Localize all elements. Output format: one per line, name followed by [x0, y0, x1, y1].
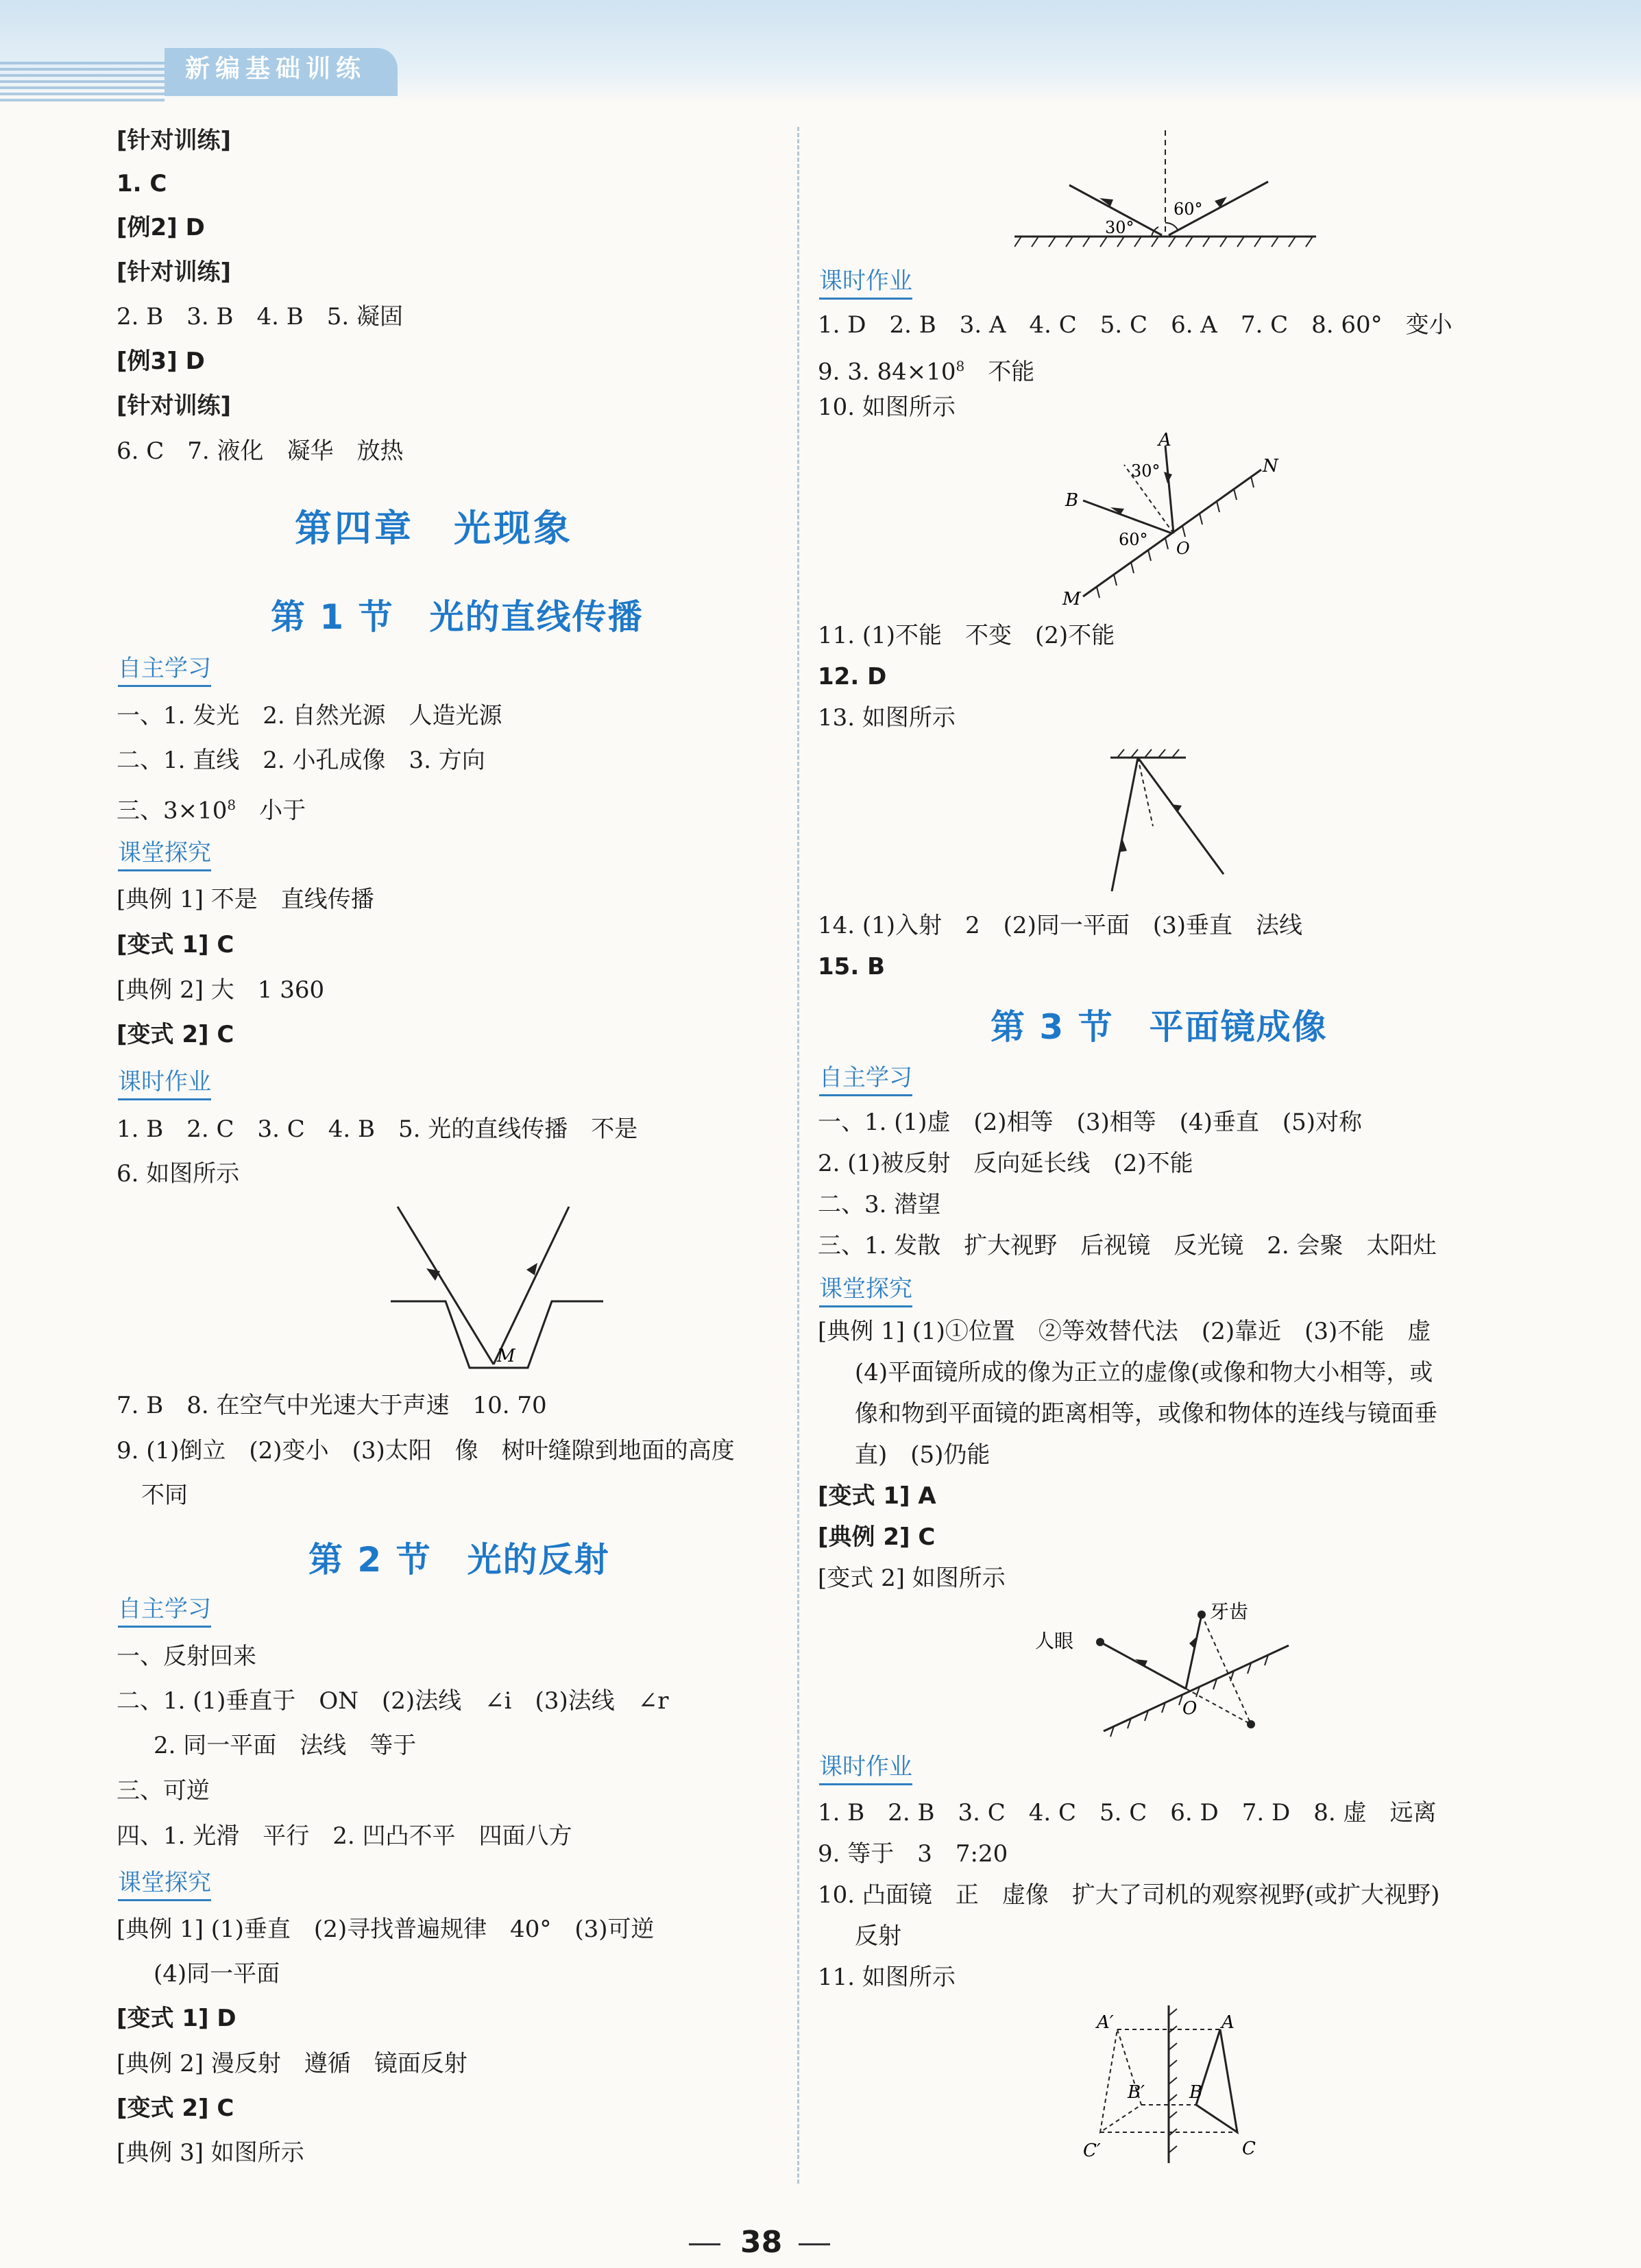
answer-line: [针对训练]: [117, 258, 232, 286]
svg-text:N: N: [1263, 456, 1278, 476]
answer-line: 12. D: [818, 663, 887, 690]
answer-line: 一、反射回来: [117, 1643, 256, 1670]
footer-dash: [689, 2243, 720, 2245]
svg-text:O: O: [1182, 1698, 1198, 1719]
answer-line: [针对训练]: [117, 392, 232, 420]
chapter-title: 第四章 光现象: [295, 507, 573, 550]
svg-text:A′: A′: [1097, 2012, 1114, 2033]
answer-line: 2. (1)被反射 反向延长线 (2)不能: [818, 1150, 1193, 1177]
answer-line: 11. (1)不能 不变 (2)不能: [818, 622, 1115, 649]
answer-line: 一、1. 发光 2. 自然光源 人造光源: [117, 702, 502, 729]
figure-reflection-ceiling: [1097, 744, 1234, 908]
section-label: 课堂探究: [118, 838, 211, 871]
answer-line: 9. 等于 3 7:20: [818, 1840, 1008, 1868]
svg-text:人眼: 人眼: [1035, 1630, 1074, 1652]
section-title: 第 2 节 光的反射: [308, 1540, 610, 1580]
page-number: 38: [740, 2225, 783, 2260]
answer-line: 1. C: [117, 170, 167, 197]
answer-line: 11. 如图所示: [818, 1964, 956, 1991]
answer-line: (4)同一平面: [154, 1960, 280, 1988]
answer-line: 三、1. 发散 扩大视野 后视镜 反光镜 2. 会聚 太阳灶: [818, 1232, 1437, 1259]
answer-line: 14. (1)入射 2 (2)同一平面 (3)垂直 法线: [818, 912, 1302, 939]
series-title: 新编基础训练: [185, 55, 367, 83]
answer-line: 9. (1)倒立 (2)变小 (3)太阳 像 树叶缝隙到地面的高度: [117, 1437, 735, 1464]
section-title: 第 1 节 光的直线传播: [271, 597, 644, 637]
answer-line: [典例 2] 大 1 360: [117, 976, 325, 1004]
figure-mirror-tooth: [1035, 1601, 1309, 1745]
answer-line: 10. 凸面镜 正 虚像 扩大了司机的观察视野(或扩大视野): [818, 1881, 1440, 1909]
answer-line: 10. 如图所示: [818, 394, 956, 421]
figure-angle-diagram: [1056, 432, 1289, 610]
point-label: M: [497, 1346, 515, 1366]
answer-line: [变式 2] C: [117, 2095, 234, 2122]
answer-line: [典例 3] 如图所示: [117, 2139, 304, 2167]
column-divider: [797, 127, 799, 2184]
answer-line: 不同: [141, 1482, 188, 1509]
svg-text:O: O: [1176, 539, 1190, 558]
svg-text:A: A: [1221, 2012, 1235, 2033]
answer-line: 1. B 2. C 3. C 4. B 5. 光的直线传播 不是: [117, 1115, 638, 1143]
answer-line: 三、可逆: [117, 1777, 210, 1805]
section-title: 第 3 节 平面镜成像: [990, 1007, 1328, 1047]
figure-mirror-image: [1069, 2002, 1275, 2167]
svg-text:牙齿: 牙齿: [1210, 1601, 1249, 1623]
answer-line: 13. 如图所示: [818, 704, 956, 732]
svg-text:B: B: [1189, 2082, 1203, 2103]
section-label: 自主学习: [118, 653, 211, 687]
answer-line: 6. 如图所示: [117, 1160, 240, 1187]
svg-text:C: C: [1242, 2138, 1256, 2159]
answer-line: [例2] D: [117, 214, 205, 241]
answer-line: [典例 2] 漫反射 遵循 镜面反射: [117, 2050, 467, 2077]
answer-line: 一、1. (1)虚 (2)相等 (3)相等 (4)垂直 (5)对称: [818, 1109, 1363, 1136]
answer-line: 直) (5)仍能: [855, 1441, 990, 1469]
answer-line: [典例 1] (1)垂直 (2)寻找普遍规律 40° (3)可逆: [117, 1916, 655, 1943]
svg-text:B′: B′: [1128, 2082, 1145, 2103]
svg-text:C′: C′: [1083, 2140, 1101, 2161]
answer-line: [典例 1] 不是 直线传播: [117, 886, 374, 913]
section-label: 课时作业: [819, 266, 912, 300]
answer-line: [变式 2] C: [117, 1021, 234, 1048]
answer-line: [典例 2] C: [818, 1523, 936, 1551]
answer-line: [典例 1] (1)①位置 ②等效替代法 (2)靠近 (3)不能 虚: [818, 1318, 1431, 1345]
answer-line: (4)平面镜所成的像为正立的虚像(或像和物大小相等，或: [855, 1359, 1433, 1386]
footer-dash: [799, 2243, 830, 2245]
section-label: 自主学习: [819, 1063, 912, 1096]
section-label: 课堂探究: [118, 1868, 211, 1901]
answer-line: 7. B 8. 在空气中光速大于声速 10. 70: [117, 1392, 547, 1419]
answer-line: 1. B 2. B 3. C 4. C 5. C 6. D 7. D 8. 虚 远离: [818, 1799, 1437, 1826]
figure-pinhole-diagram: [384, 1200, 617, 1378]
answer-line: 二、3. 潜望: [818, 1191, 941, 1218]
figure-reflection-mirror: [1014, 127, 1323, 250]
answer-line: 6. C 7. 液化 凝华 放热: [117, 437, 404, 465]
answer-line: 二、1. (1)垂直于 ON (2)法线 ∠i (3)法线 ∠r: [117, 1687, 669, 1715]
answer-line: [例3] D: [117, 348, 205, 375]
svg-text:30°: 30°: [1131, 461, 1160, 481]
answer-line: 2. 同一平面 法线 等于: [154, 1732, 417, 1759]
answer-line: 二、1. 直线 2. 小孔成像 3. 方向: [117, 747, 485, 774]
answer-line: [变式 1] C: [117, 931, 234, 958]
answer-line: 三、$3\times 10^8$ 小于: [117, 797, 306, 825]
section-label: 课时作业: [118, 1067, 211, 1100]
svg-text:30°: 30°: [1105, 218, 1134, 237]
answer-line: 四、1. 光滑 平行 2. 凹凸不平 四面八方: [117, 1822, 572, 1850]
svg-text:60°: 60°: [1174, 200, 1203, 219]
answer-line: 1. D 2. B 3. A 4. C 5. C 6. A 7. C 8. 60° 变小: [818, 311, 1452, 339]
svg-text:A: A: [1158, 432, 1171, 450]
section-label: 自主学习: [118, 1594, 211, 1628]
svg-text:B: B: [1065, 490, 1079, 511]
answer-line: [针对训练]: [117, 127, 232, 154]
section-label: 课时作业: [819, 1752, 912, 1785]
svg-text:60°: 60°: [1119, 530, 1148, 549]
answer-line: [变式 1] A: [818, 1482, 936, 1510]
answer-line: [变式 1] D: [117, 2005, 236, 2032]
answer-line: 像和物到平面镜的距离相等，或像和物体的连线与镜面垂: [855, 1400, 1437, 1427]
section-label: 课堂探究: [819, 1274, 912, 1307]
answer-line: 9. 3. $84\times 10^8$ 不能: [818, 358, 1035, 386]
header-decoration: [0, 62, 165, 103]
svg-text:M: M: [1062, 589, 1081, 610]
answer-line: 15. B: [818, 953, 885, 980]
answer-line: 2. B 3. B 4. B 5. 凝固: [117, 303, 403, 330]
answer-line: 反射: [855, 1922, 901, 1950]
answer-line: [变式 2] 如图所示: [818, 1565, 1006, 1592]
